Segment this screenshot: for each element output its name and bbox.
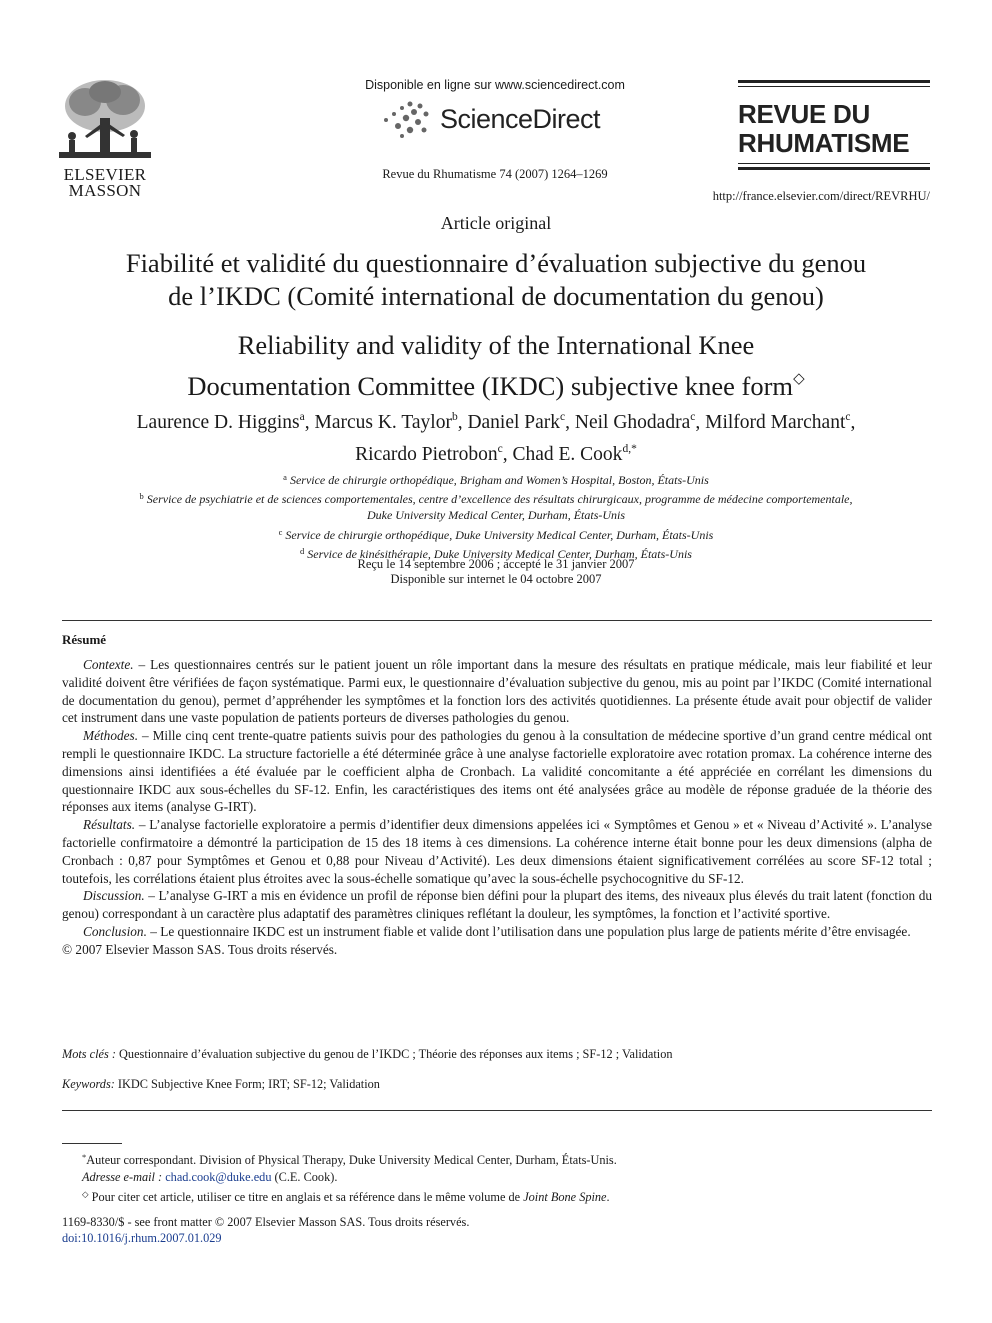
affiliation: $^c$ Service de chirurgie orthopédique, Duke University Medical Center, Durham, États-Unis <box>278 526 714 542</box>
author-name: Laurence D. Higgins <box>136 412 300 433</box>
journal-name <box>738 100 938 158</box>
affiliation: $^d$ Service de kinésithérapie, Duke University Medical Center, Durham, États-Unis <box>300 545 692 561</box>
footnote-rule <box>62 1143 122 1144</box>
footnotes <box>62 1149 932 1206</box>
journal-name-line1: REVUE DU <box>738 99 870 129</box>
elsevier-logo <box>55 78 165 200</box>
received-date: Reçu le 14 septembre 2006 ; accepté le 31 janvier 2007 <box>357 557 635 571</box>
journal-reference: Revue du Rhumatisme 74 (2007) 1264–1269 <box>382 167 608 181</box>
title-english <box>60 328 932 403</box>
sciencedirect-logo <box>380 98 620 142</box>
article-dates <box>60 557 932 587</box>
author-name: Milford Marchant <box>705 412 846 433</box>
abstract-heading: Résumé <box>62 632 107 647</box>
author-affil-mark[interactable]: d,* <box>622 443 637 455</box>
author-name: Daniel Park <box>467 412 561 433</box>
journal-name-line2: RHUMATISME <box>738 128 910 158</box>
affiliation: $^b$ Service de psychiatrie et de sciences comportementales, centre d’excellence des résultats chirurgicaux, programme de médecine comportementale, <box>139 491 853 507</box>
title-french-line1: Fiabilité et validité du questionnaire d’évaluation subjective du genou <box>125 248 867 278</box>
keywords-french-text: Questionnaire d’évaluation subjective du genou de l’IKDC ; Théorie des réponses aux items ; SF-12 ; Validation <box>115 1047 673 1061</box>
copyright-line: © 2007 Elsevier Masson SAS. Tous droits réservés. <box>62 941 338 957</box>
publisher-name-line2: MASSON <box>68 181 142 200</box>
keywords-english-label: Keywords: <box>62 1077 115 1091</box>
abstract-paragraph: Conclusion. – Le questionnaire IKDC est un instrument fiable et valide dont l’utilisation dans une population plus large de patients mérite d’être envisagée. <box>83 923 911 939</box>
sciencedirect-dots-icon <box>380 100 436 140</box>
elsevier-tree-icon <box>55 78 155 164</box>
publisher-name-line1: ELSEVIER <box>63 165 147 184</box>
abstract-body <box>62 656 932 959</box>
affiliation: Duke University Medical Center, Durham, États-Unis <box>366 508 626 523</box>
author-list: Laurence D. Higgins$^a$, Marcus K. Taylor$^b$, Daniel Park$^c$, Neil Ghodadra$^c$, Milford Marchant$^c$, Ricardo Pietrobon$^c$, Chad E. Cook$^{d,*}$ <box>136 411 856 465</box>
author-affil-mark[interactable]: c <box>690 411 696 423</box>
journal-rule <box>738 80 930 83</box>
title-english-line2: Documentation Committee (IKDC) subjective knee form <box>187 371 794 401</box>
doi-link[interactable]: doi:10.1016/j.rhum.2007.01.029 <box>62 1231 222 1245</box>
section-divider <box>62 1110 932 1111</box>
author-name: Ricardo Pietrobon <box>355 444 498 465</box>
journal-rule <box>738 163 930 164</box>
footnote-citation: ◇ Pour citer cet article, utiliser ce titre en anglais et sa référence dans le même volume de Joint Bone Spine. <box>82 1189 610 1204</box>
article-identifiers <box>62 1214 932 1246</box>
footnote-email: Adresse e-mail : chad.cook@duke.edu (C.E. Cook). <box>82 1170 338 1184</box>
abstract-paragraph: Résultats. – L’analyse factorielle exploratoire a permis d’identifier deux dimensions appelées ici « Symptômes et Genou » et « Niveau d’Activité ». L’analyse factorielle confirmatoire a démontré la participation de 15 des 18 items à ces dimensions. La cohérence interne était bonne pour les deux dimensions (alpha de Cronbach : 0,87 pour Symptômes et Genou et 0,88 pour Niveau d’Activité). Les deux dimensions étaient significativement corrélées au score SF-12 total ; toutefois, les corrélations étaient plus étroites avec la sous-échelle somatique qu’avec la sous-échelle psychocognitive du SF-12. <box>62 817 932 886</box>
keywords-english-text: IKDC Subjective Knee Form; IRT; SF-12; Validation <box>114 1077 380 1091</box>
author-affil-mark[interactable]: a <box>299 411 305 423</box>
abstract-paragraph: Contexte. – Les questionnaires centrés sur le patient jouent un rôle important dans la mesure des résultats en pratique médicale, mais leur fiabilité et leur validité doivent être vérifiées de façon systématique. Parmi eux, le questionnaire d’évaluation subjective du genou, mis au point par l’IKDC (Comité international de documentation du genou), permet d’appréhender les symptômes et la fonction lors des activités quotidiennes. La présente étude avait pour objectif de valider cet instrument dans une vaste population de patients porteurs de diverses pathologies du genou. <box>62 657 932 726</box>
journal-rule <box>738 86 930 87</box>
journal-url[interactable]: http://france.elsevier.com/direct/REVRHU/ <box>712 189 930 203</box>
sciencedirect-availability: Disponible en ligne sur www.sciencedirect.com <box>365 78 625 92</box>
abstract-paragraph: Discussion. – L’analyse G-IRT a mis en évidence un profil de réponse bien défini pour la plupart des items, des niveaux plus élevés du trait latent (fonction du genou) correspondant à un caractère plus adaptatif des paramètres cliniques reflétant la douleur, les symptômes, la fonction et l’activité sportive. <box>62 888 932 922</box>
keywords-french-label: Mots clés : <box>62 1047 116 1061</box>
abstract-paragraph: Méthodes. – Mille cinq cent trente-quatre patients suivis pour des pathologies du genou à la consultation de médecine sportive d’un grand centre médical ont rempli le questionnaire IKDC. La structure factorielle a été déterminée grâce à une analyse factorielle exploratoire avec rotation promax. La cohérence interne des dimensions ainsi identifiées a été évaluée par le coefficient alpha de Cronbach. La validité concomitante a été appréciée en corrélant les dimensions du questionnaire IKDC aux sous-échelles du SF-12. Enfin, les caractéristiques des items ont été analysées grâce au modèle de réponse graduée de la théorie des réponses aux items (analyse G-IRT). <box>62 728 932 815</box>
author-affil-mark[interactable]: c <box>560 411 566 423</box>
title-french-line2: de l’IKDC (Comité international de documentation du genou) <box>168 281 824 311</box>
author-affil-mark[interactable]: c <box>845 411 851 423</box>
author-name: Neil Ghodadra <box>574 412 691 433</box>
author-affil-mark[interactable]: b <box>451 411 458 423</box>
issn-line: 1169-8330/$ - see front matter © 2007 Elsevier Masson SAS. Tous droits réservés. <box>62 1215 470 1229</box>
title-french <box>60 247 932 313</box>
title-english-line1: Reliability and validity of the International Knee <box>237 330 755 360</box>
citation-note-mark[interactable]: ◇ <box>793 371 805 387</box>
article-type: Article original <box>440 213 552 233</box>
author-name: Chad E. Cook <box>512 444 623 465</box>
affiliations <box>60 469 932 562</box>
email-link[interactable]: chad.cook@duke.edu <box>165 1170 272 1184</box>
author-affil-mark[interactable]: c <box>497 443 503 455</box>
affiliation: $^a$ Service de chirurgie orthopédique, Brigham and Women’s Hospital, Boston, États-Unis <box>283 472 709 487</box>
online-date: Disponible sur internet le 04 octobre 2007 <box>390 572 602 586</box>
footnote-corresponding: *Auteur correspondant. Division of Physical Therapy, Duke University Medical Center, Durham, États-Unis. <box>82 1152 617 1167</box>
journal-rule <box>738 167 930 170</box>
keywords-english <box>62 1077 932 1092</box>
keywords-french <box>62 1047 932 1062</box>
section-divider <box>62 620 932 621</box>
author-name: Marcus K. Taylor <box>314 412 452 433</box>
sciencedirect-brand: ScienceDirect <box>440 104 601 134</box>
